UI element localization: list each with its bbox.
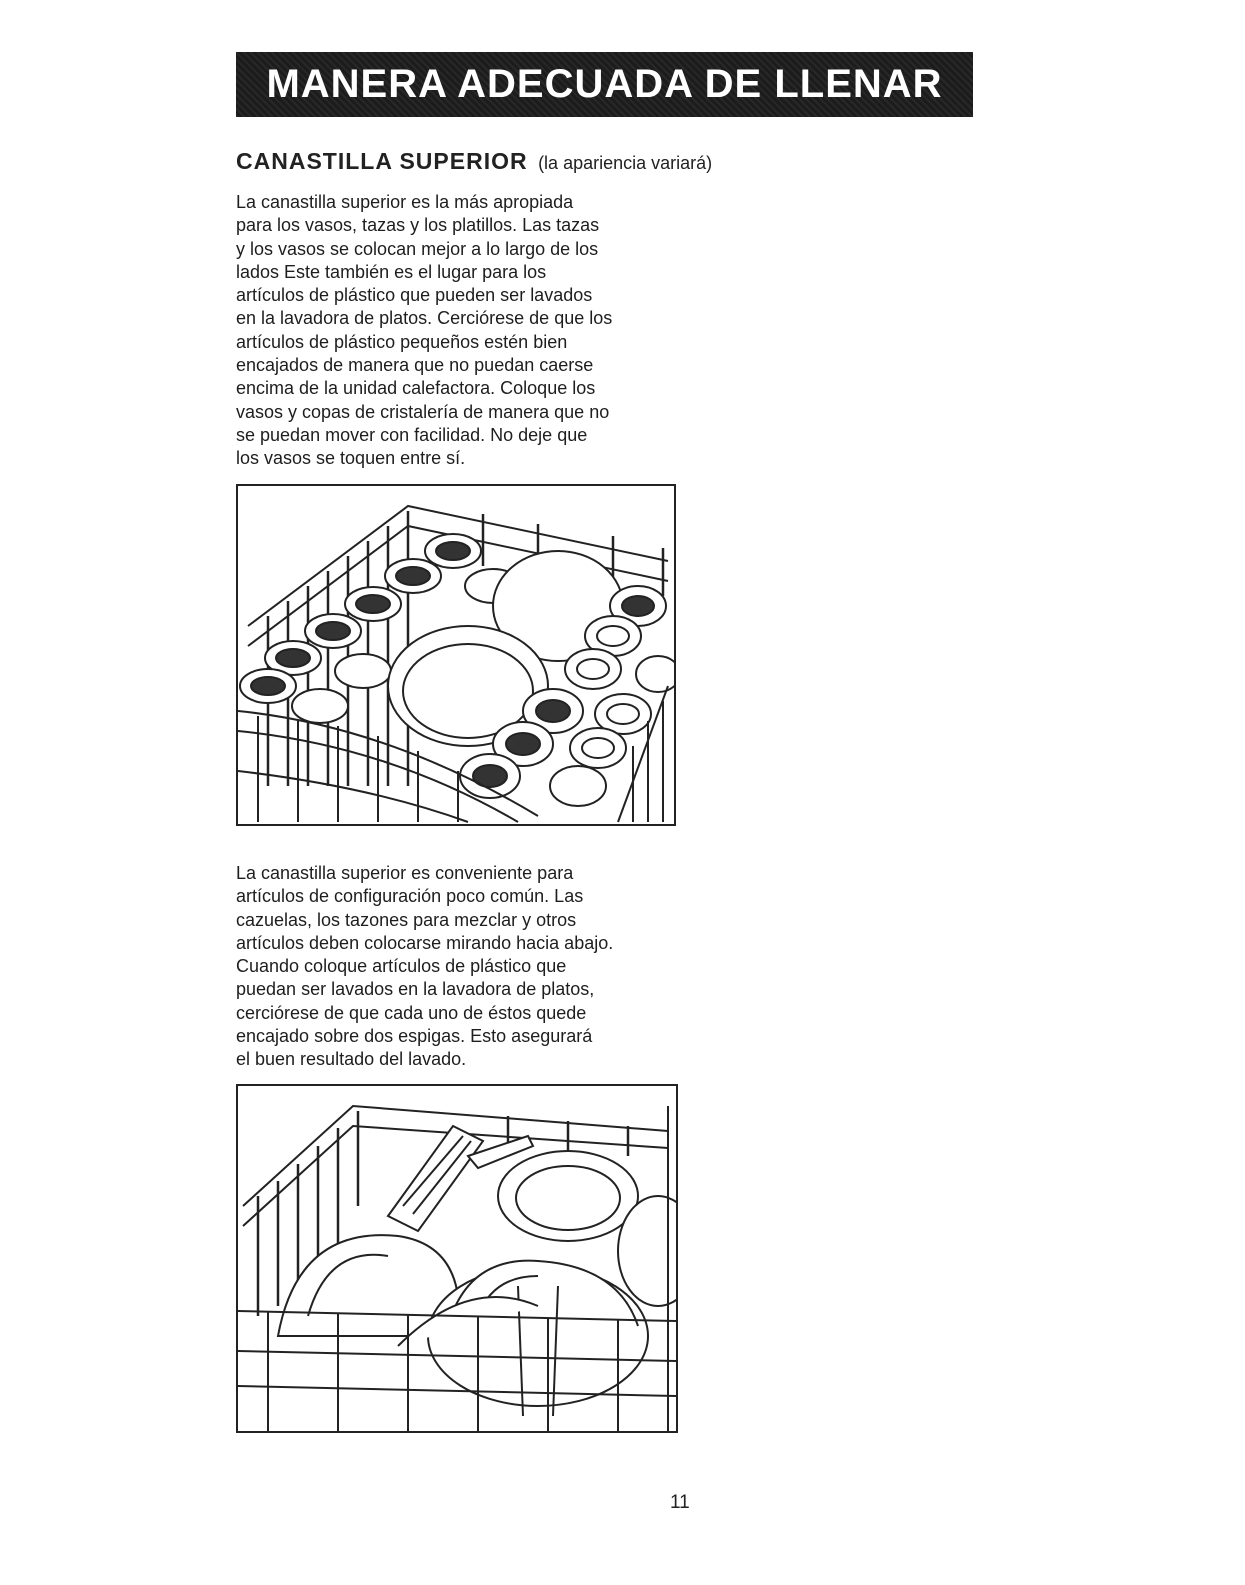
heading-title: CANASTILLA SUPERIOR [236, 148, 528, 174]
section-banner [236, 52, 973, 117]
page-number: 11 [670, 1492, 690, 1513]
illustration-upper-rack-cups [236, 484, 676, 826]
heading-note: (la apariencia variará) [538, 153, 713, 173]
paragraph-cups-glasses: La canastilla superior es la más apropiada para los vasos, tazas y los platillos. Las tazas y los vasos se colocan mejor a lo largo de los lados Este también es el lugar para los artículos de plástico que pueden ser lavados en la lavadora de platos. Cerciórese de que los artículos de plástico pequeños estén bien encajados de manera que no puedan caerse encima de la unidad calefactora. Coloque los vasos y copas de cristalería de manera que no se puedan mover con facilidad. No deje que los vasos se toquen entre sí. [236, 192, 613, 469]
illustration-upper-rack-bowls [236, 1084, 678, 1433]
banner-title: MANERA ADECUADA DE LLENAR [266, 62, 943, 106]
section-heading [236, 148, 712, 175]
paragraph-unusual-items: La canastilla superior es conveniente para artículos de configuración poco común. Las cazuelas, los tazones para mezclar y otros artículos deben colocarse mirando hacia abajo. Cuando coloque artículos de plástico que puedan ser lavados en la lavadora de platos, cerciórese de que cada uno de éstos quede encajado sobre dos espigas. Esto asegurará el buen resultado del lavado. [236, 863, 614, 1070]
